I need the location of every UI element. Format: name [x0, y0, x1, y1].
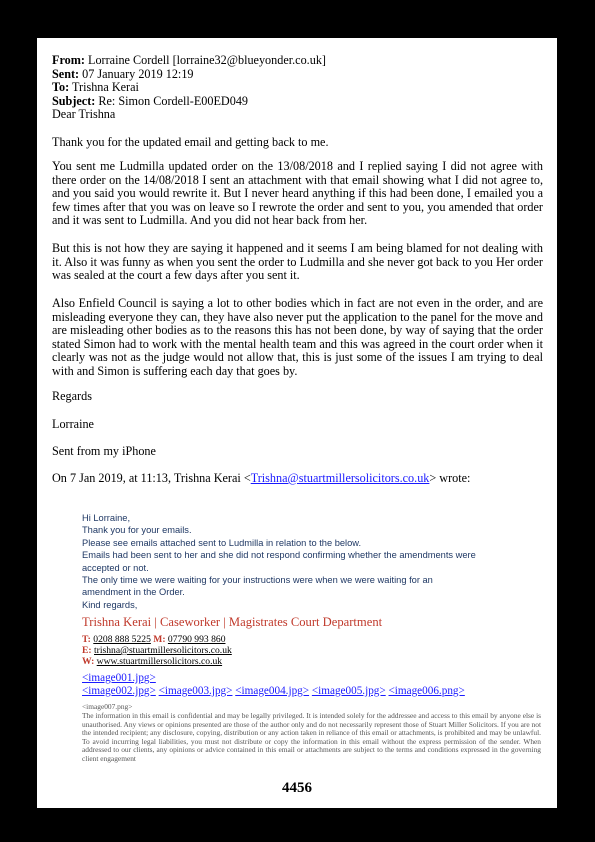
image-link-4[interactable]: <image004.jpg>: [235, 684, 310, 697]
reply-body: [82, 512, 476, 611]
email-link[interactable]: Trishna@stuartmillersolicitors.co.uk: [250, 471, 430, 485]
image-link-3[interactable]: <image003.jpg>: [158, 684, 233, 697]
greeting: Dear Trishna: [52, 107, 116, 122]
sender-name: Lorraine: [52, 417, 94, 431]
image-link-2[interactable]: <image002.jpg>: [82, 684, 156, 697]
sent-line: Sent: 07 January 2019 12:19: [52, 66, 194, 81]
image-attachments: [82, 672, 465, 697]
reply-line: accepted or not.: [82, 562, 149, 573]
paragraph-3: But this is not how they are saying it happened and it seems I am being blamed for not dealing with it. Also it was funny as when you sent the order to Ludmilla and she never got back to you Her order was sealed at the court a few days after you sent it.: [52, 241, 543, 283]
quote-intro: On 7 Jan 2019, at 11:13, Trishna Kerai <Trishna@stuartmillersolicitors.co.uk> wrote:: [52, 471, 471, 485]
reply-line: amendment in the Order.: [82, 587, 185, 598]
reply-line: Hi Lorraine,: [82, 513, 131, 523]
paragraph-1: Thank you for the updated email and getting back to me.: [52, 135, 329, 149]
signature-web: W: www.stuartmillersolicitors.co.uk: [82, 656, 223, 667]
image-placeholder-7: <image007.png>: [82, 702, 133, 711]
signature-email: E: trishna@stuartmillersolicitors.co.uk: [82, 645, 232, 656]
reply-line: The only time we were waiting for your instructions were when we were waiting for an: [82, 575, 433, 586]
page-number: 4456: [282, 780, 312, 796]
document-page: [37, 38, 557, 808]
image-link-5[interactable]: <image005.jpg>: [311, 684, 386, 697]
reply-line: Thank you for your emails.: [82, 525, 192, 536]
subject-line: Subject: Re: Simon Cordell-E00ED049: [52, 93, 249, 108]
from-line: From: Lorraine Cordell [lorraine32@blueyonder.co.uk]: [52, 53, 326, 67]
regards: Regards: [52, 389, 92, 403]
paragraph-2: You sent me Ludmilla updated order on the 13/08/2018 and I replied saying I did not agree with there order on the 14/08/2018 I sent an attachment with that email showing what I did not agree to, and you said you would rewrite it. But I never heard anything if this had been done, I emailed you a few times after that you was on leave so I rewrote the order and sent to you, you amended that order and it was sent to Ludmilla. And you did not hear back from her.: [52, 159, 543, 228]
image-link-1[interactable]: <image001.jpg>: [82, 672, 156, 684]
email-header: [52, 54, 326, 122]
reply-line: Emails had been sent to her and she did not respond confirming whether the amendments were: [82, 550, 476, 561]
signature-name: Trishna Kerai | Caseworker | Magistrates Court Department: [82, 615, 383, 629]
to-line: To: Trishna Kerai: [52, 80, 139, 95]
reply-line: Please see emails attached sent to Ludmilla in relation to the below.: [82, 537, 362, 548]
paragraph-4: Also Enfield Council is saying a lot to other bodies which in fact are not even in the order, and are misleading everyone they can, they have also never put the application to the panel for the move and are misleading other bodies as to the reasons this has not been done, by way of saying that the order stated Simon had to work with the mental health team and this was agreed in the court order when it clearly was not as the judge would not allow that, this is just some of the issues I am trying to deal with and Simon is suffering each day that goes by.: [52, 296, 543, 378]
signature-phone: T: 0208 888 5225 M: 07790 993 860: [82, 634, 226, 645]
reply-line: Kind regards,: [82, 599, 138, 610]
legal-disclaimer: The information in this email is confidential and may be legally privileged. It is intended solely for the addressee and access to this email by anyone else is unauthorised. Any views or opinions presented are those of the author only and do not necessarily represent those of Stuart Miller Solicitors. If you are not the intended recipient; any disclosure, copying, distribution or any action taken in reliance of this email or attachments, is prohibited and may be unlawful. To avoid incurring legal liabilities, you must not distribute or copy the information in this email without the express permission of the sender. When addressed to our clients, any opinions or advice contained in this email or attachments are subject to the terms and conditions expressed in the governing client engagement: [82, 711, 541, 763]
image-link-6[interactable]: <image006.png>: [388, 684, 465, 697]
sent-from: Sent from my iPhone: [52, 444, 156, 458]
